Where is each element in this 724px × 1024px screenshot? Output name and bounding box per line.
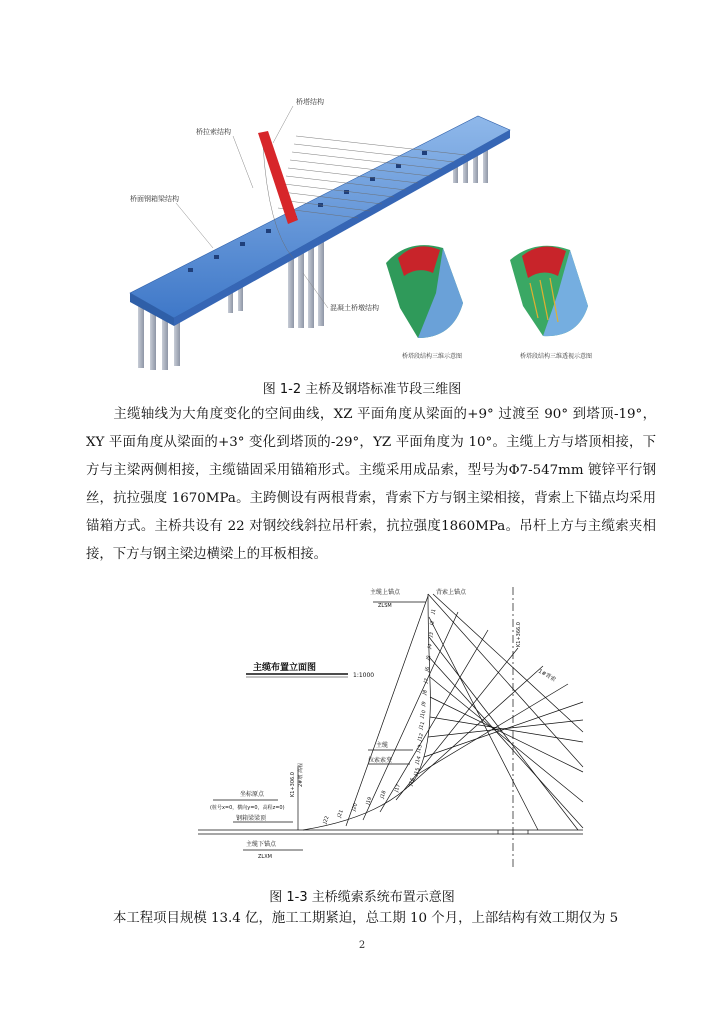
paragraph-2 bbox=[86, 905, 656, 933]
deck-top-label: 钢箱梁梁顶 bbox=[236, 815, 267, 822]
station-right: K1+366.0 bbox=[516, 622, 522, 647]
axis-label: 2#墩 高程 bbox=[298, 763, 304, 787]
hanger-label-18: J18 bbox=[379, 789, 388, 800]
top-anchor-label: 主缆上锚点 bbox=[370, 589, 401, 596]
hanger-label-13: J13 bbox=[415, 744, 424, 754]
figure2-caption: 图 1-3 主桥缆索系统布置示意图 bbox=[269, 890, 455, 905]
hanger-label-19: J19 bbox=[365, 796, 374, 806]
origin-title: 坐标原点 bbox=[240, 791, 265, 798]
clamp-label: 拉索索夹 bbox=[368, 757, 393, 764]
label-tower: 桥塔结构 bbox=[296, 98, 324, 106]
label-inset-1: 桥塔段结构三维示意图 bbox=[402, 353, 463, 360]
hanger-label-4: J4 bbox=[426, 642, 434, 650]
bridge-3d-figure bbox=[118, 88, 628, 378]
label-deck: 桥面钢箱梁结构 bbox=[130, 195, 179, 203]
hanger-label-22: J22 bbox=[322, 815, 331, 825]
hanger-label-12: J12 bbox=[416, 732, 426, 742]
tower-segment-inset-2 bbox=[510, 246, 588, 336]
hanger-label-15: J15 bbox=[413, 767, 422, 777]
back-anchor-label: 背索上锚点 bbox=[436, 589, 467, 596]
bottom-anchor-code: ZLXM bbox=[258, 854, 272, 860]
paragraph-1 bbox=[86, 401, 656, 569]
origin-desc: (桩号x=0，横向y=0，高程z=0) bbox=[210, 805, 285, 811]
page-number: 2 bbox=[358, 940, 366, 951]
figure1-caption: 图 1-2 主桥及钢塔标准节段三维图 bbox=[262, 382, 462, 397]
label-cable: 桥拉索结构 bbox=[196, 128, 231, 136]
hanger-label-11: J11 bbox=[418, 720, 427, 731]
paragraph-1-text: 主缆轴线为大角度变化的空间曲线，XZ 平面角度从梁面的+9° 过渡至 90° 到塔顶-19°，XY 平面角度从梁面的+3° 变化到塔顶的-29°，YZ 平面角度为 10°。主缆上方与塔顶相接，下方与主梁两侧相接，主缆锚固采用锚箱形式。主缆采用成品索，型号为Φ7-547mm 镀锌平行钢丝，抗拉强度 1670MPa。主跨侧设有两根背索，背索下方与钢主梁相接，背索上下锚点均采用锚箱方式。主桥共设有 22 对钢绞线斜拉吊杆索，抗拉强度1860MPa。吊杆上方与主缆索夹相接，下方与钢主梁边横梁上的耳板相接。 bbox=[86, 407, 656, 562]
back-cable-label: 1#背索 bbox=[537, 668, 557, 684]
main-cable-label: 主缆 bbox=[376, 742, 389, 749]
hanger-label-21: J21 bbox=[336, 808, 345, 819]
hanger-label-9: J9 bbox=[420, 700, 428, 708]
drawing-scale: 1:1000 bbox=[353, 672, 375, 679]
hanger-label-14: J14 bbox=[414, 755, 423, 765]
cable-layout-drawing bbox=[198, 582, 598, 882]
hanger-label-1: J1 bbox=[430, 608, 438, 615]
label-inset-2: 桥塔段结构三维透视示意图 bbox=[520, 353, 593, 360]
hanger-label-3: J3 bbox=[427, 631, 436, 638]
hanger-label-5: J5 bbox=[425, 654, 433, 661]
axis-station: K1+306.0 bbox=[290, 772, 296, 797]
bottom-anchor-label: 主缆下锚点 bbox=[246, 841, 277, 848]
hanger-labels bbox=[322, 608, 438, 825]
hanger-label-20: J20 bbox=[350, 802, 360, 812]
hanger-label-2: J2 bbox=[429, 619, 437, 627]
tower-segment-inset-1 bbox=[386, 245, 463, 338]
drawing-title: 主缆布置立面图 bbox=[253, 663, 317, 673]
paragraph-2-text: 本工程项目规模 13.4 亿，施工工期紧迫，总工期 10 个月，上部结构有效工期仅为 5 bbox=[113, 911, 619, 926]
hanger-label-8: J8 bbox=[421, 689, 429, 696]
hanger-label-10: J10 bbox=[419, 709, 428, 719]
hanger-label-16: J16 bbox=[407, 777, 417, 787]
top-anchor-code: ZLSM bbox=[378, 603, 392, 609]
hanger-label-17: J17 bbox=[393, 783, 402, 793]
red-steel-tower bbox=[258, 131, 298, 224]
hanger-label-7: J7 bbox=[422, 677, 431, 685]
label-pier: 混凝土桥墩结构 bbox=[330, 304, 379, 312]
hanger-label-6: J6 bbox=[424, 666, 432, 673]
